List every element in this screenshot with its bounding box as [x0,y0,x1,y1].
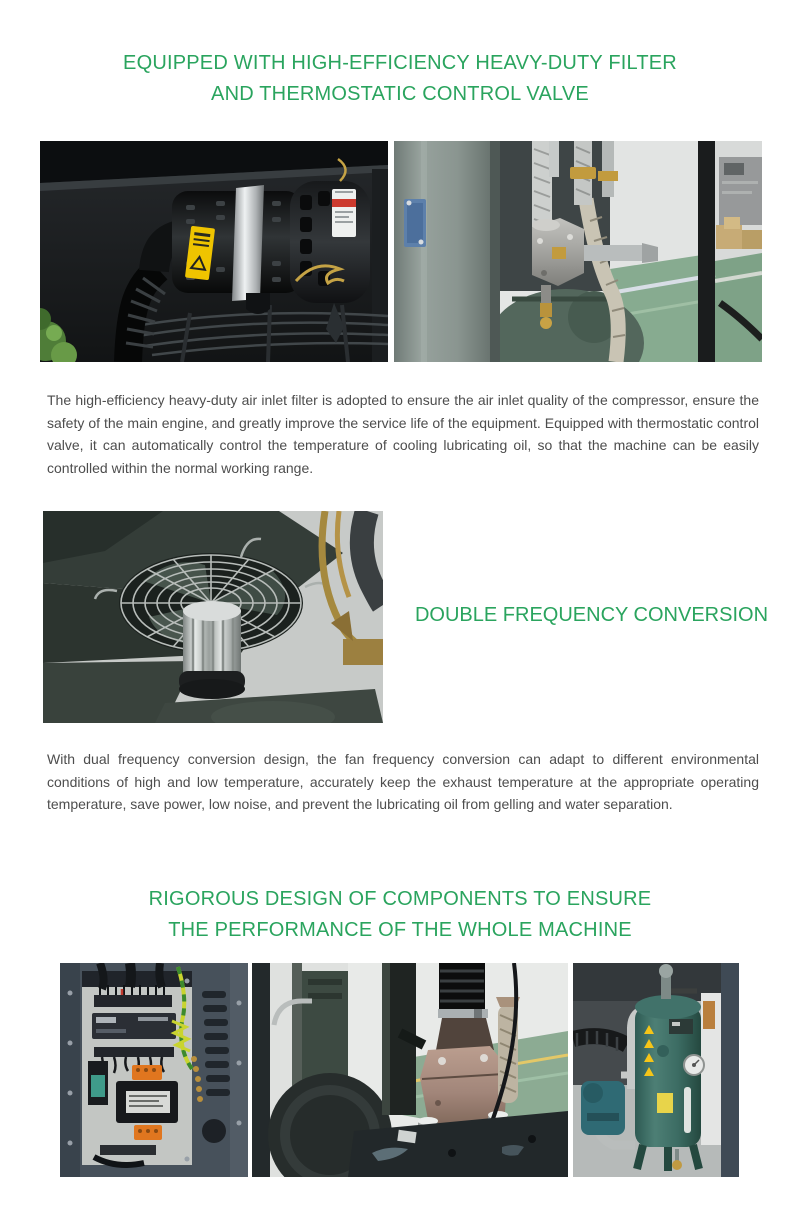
filter-title-line2: AND THERMOSTATIC CONTROL VALVE [211,83,589,105]
frequency-section-body: With dual frequency conversion design, the fan frequency conversion can adapt to different environmental conditions of high and low temperature, accurately keep the exhaust temperature at the appropriate operating temperature, save power, low noise, and prevent the lubricating oil from gelling and water separation. [47,751,759,812]
filter-section-body: The high-efficiency heavy-duty air inlet filter is adopted to ensure the air inlet quality of the compressor, ensure the safety of the main engine, and greatly improve the service life of the equipment. Equipped with thermostatic control valve, it can automatically control the temperature of cooling lubricating oil, so that the machine can be easily controlled within the normal working range. [47,392,759,476]
electrical-cabinet-photo [60,963,248,1177]
air-inlet-filter-photo [40,141,388,362]
air-end-intake-photo [252,963,568,1177]
filter-title-line1: EQUIPPED WITH HIGH-EFFICIENCY HEAVY-DUTY FILTER [123,52,677,74]
rigorous-section-title [0,884,800,946]
cooling-fan-photo [43,511,383,723]
thermostatic-valve-photo [394,141,762,362]
rigorous-title-line1: RIGOROUS DESIGN OF COMPONENTS TO ENSURE [148,888,652,910]
filter-section-title [0,48,800,110]
frequency-title-text: DOUBLE FREQUENCY CONVERSION [414,604,769,626]
rigorous-title-line2: THE PERFORMANCE OF THE WHOLE MACHINE [168,919,632,941]
separator-tank-photo [573,963,739,1177]
frequency-section-title [383,601,800,629]
